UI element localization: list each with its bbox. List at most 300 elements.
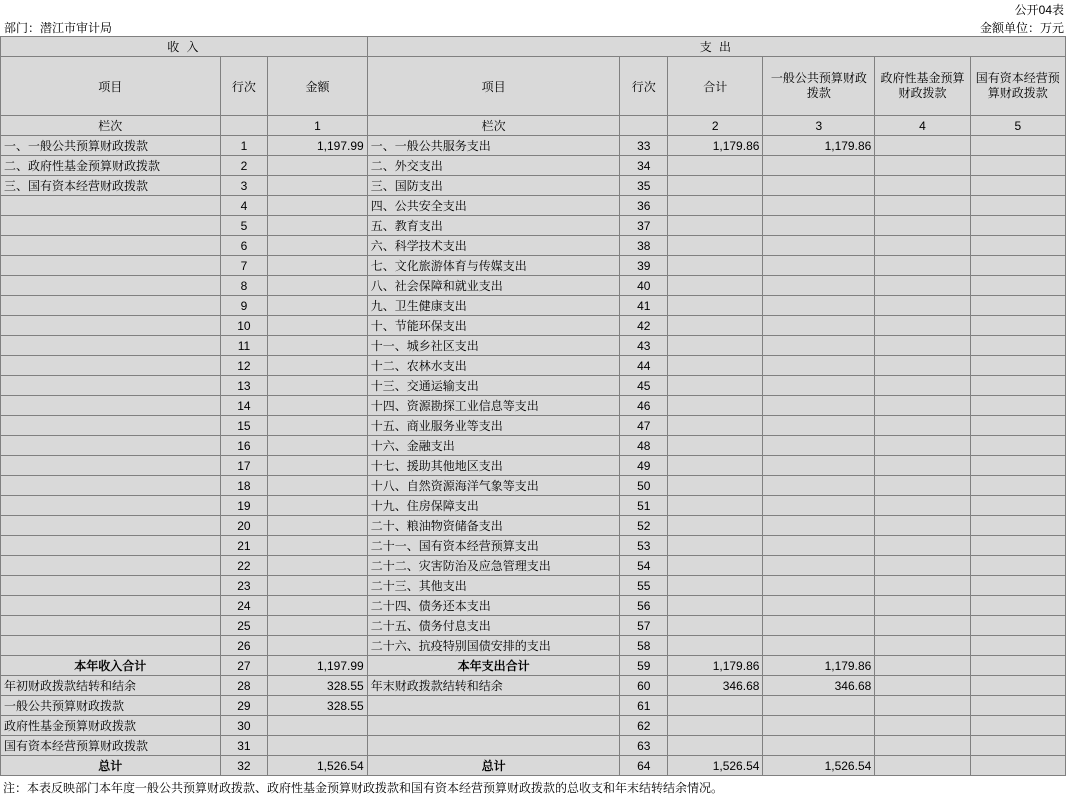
expense-total [668, 396, 763, 416]
expense-state-capital [970, 196, 1065, 216]
table-row [1, 256, 1066, 276]
expense-total [668, 156, 763, 176]
table-row [1, 336, 1066, 356]
table-row [1, 596, 1066, 616]
expense-row-number: 38 [620, 236, 668, 256]
expense-row-number: 62 [620, 716, 668, 736]
expense-state-capital [970, 256, 1065, 276]
expense-item-name: 五、教育支出 [367, 216, 620, 236]
income-item-name: 政府性基金预算财政拨款 [1, 716, 221, 736]
income-row-number: 24 [220, 596, 268, 616]
expense-gov-fund [875, 236, 970, 256]
expense-row-number: 41 [620, 296, 668, 316]
expense-row-number: 51 [620, 496, 668, 516]
income-item-name [1, 516, 221, 536]
header-income-rowno: 行次 [220, 57, 268, 116]
expense-total [668, 216, 763, 236]
expense-state-capital [970, 616, 1065, 636]
expense-general-public [763, 536, 875, 556]
expense-general-public: 1,179.86 [763, 136, 875, 156]
income-row-number: 7 [220, 256, 268, 276]
department-label: 部门：潜江市审计局 [4, 21, 113, 35]
income-item-name [1, 476, 221, 496]
expense-state-capital [970, 656, 1065, 676]
expense-colno-2: 2 [668, 116, 763, 136]
table-row [1, 676, 1066, 696]
income-row-number: 22 [220, 556, 268, 576]
income-amount [268, 296, 367, 316]
expense-gov-fund [875, 396, 970, 416]
income-amount [268, 496, 367, 516]
expense-item-name: 二十二、灾害防治及应急管理支出 [367, 556, 620, 576]
expense-general-public [763, 696, 875, 716]
expense-colno-3: 3 [763, 116, 875, 136]
expense-total [668, 556, 763, 576]
expense-item-name: 七、文化旅游体育与传媒支出 [367, 256, 620, 276]
expense-state-capital [970, 456, 1065, 476]
expense-row-number: 52 [620, 516, 668, 536]
header-income-amount: 金额 [268, 57, 367, 116]
income-row-number: 21 [220, 536, 268, 556]
expense-item-name: 十九、住房保障支出 [367, 496, 620, 516]
income-item-name: 国有资本经营预算财政拨款 [1, 736, 221, 756]
income-item-name: 二、政府性基金预算财政拨款 [1, 156, 221, 176]
expense-general-public [763, 336, 875, 356]
expense-gov-fund [875, 736, 970, 756]
expense-total [668, 336, 763, 356]
expense-general-public [763, 716, 875, 736]
table-row [1, 196, 1066, 216]
expense-row-number: 39 [620, 256, 668, 276]
income-amount [268, 256, 367, 276]
income-row-number: 20 [220, 516, 268, 536]
income-row-number: 4 [220, 196, 268, 216]
income-amount [268, 376, 367, 396]
expense-state-capital [970, 376, 1065, 396]
expense-item-name: 十七、援助其他地区支出 [367, 456, 620, 476]
expense-general-public [763, 316, 875, 336]
income-row-number: 5 [220, 216, 268, 236]
expense-state-capital [970, 596, 1065, 616]
expense-gov-fund [875, 296, 970, 316]
expense-colno-5: 5 [970, 116, 1065, 136]
expense-gov-fund [875, 276, 970, 296]
income-row-number: 29 [220, 696, 268, 716]
expense-state-capital [970, 636, 1065, 656]
income-amount [268, 576, 367, 596]
expense-row-number: 48 [620, 436, 668, 456]
expense-state-capital [970, 736, 1065, 756]
income-amount [268, 196, 367, 216]
income-amount [268, 636, 367, 656]
expense-item-name: 八、社会保障和就业支出 [367, 276, 620, 296]
income-amount [268, 716, 367, 736]
expense-state-capital [970, 276, 1065, 296]
expense-gov-fund [875, 756, 970, 776]
expense-state-capital [970, 496, 1065, 516]
expense-gov-fund [875, 136, 970, 156]
income-amount [268, 556, 367, 576]
table-row [1, 616, 1066, 636]
table-row [1, 696, 1066, 716]
expense-item-name: 二十四、债务还本支出 [367, 596, 620, 616]
table-row [1, 416, 1066, 436]
expense-total [668, 296, 763, 316]
expense-total [668, 716, 763, 736]
expense-total: 346.68 [668, 676, 763, 696]
expense-total [668, 436, 763, 456]
expense-item-name: 二十六、抗疫特别国债安排的支出 [367, 636, 620, 656]
income-row-number: 2 [220, 156, 268, 176]
table-note: 注：本表反映部门本年度一般公共预算财政拨款、政府性基金预算财政拨款和国有资本经营预算财政拨款的总收支和年末结转结余情况。 [3, 781, 724, 795]
expense-row-number: 54 [620, 556, 668, 576]
income-row-number: 30 [220, 716, 268, 736]
column-number-row [1, 116, 1066, 136]
table-row [1, 236, 1066, 256]
income-amount [268, 396, 367, 416]
expense-total [668, 616, 763, 636]
expense-row-number: 44 [620, 356, 668, 376]
expense-general-public [763, 476, 875, 496]
expense-row-number: 61 [620, 696, 668, 716]
expense-general-public [763, 396, 875, 416]
table-row [1, 276, 1066, 296]
header-expense-item: 项目 [367, 57, 620, 116]
income-amount [268, 436, 367, 456]
expense-item-name: 本年支出合计 [367, 656, 620, 676]
income-item-name [1, 596, 221, 616]
income-item-name: 本年收入合计 [1, 656, 221, 676]
income-amount: 328.55 [268, 696, 367, 716]
income-row-number: 11 [220, 336, 268, 356]
expense-gov-fund [875, 516, 970, 536]
amount-unit-label: 金额单位：万元 [979, 21, 1064, 35]
form-code: 公开04表 [1014, 3, 1064, 17]
expense-gov-fund [875, 256, 970, 276]
expense-state-capital [970, 296, 1065, 316]
income-row-number: 32 [220, 756, 268, 776]
expense-row-number: 40 [620, 276, 668, 296]
income-amount [268, 516, 367, 536]
expense-row-number: 35 [620, 176, 668, 196]
expense-gov-fund [875, 356, 970, 376]
expense-row-number: 57 [620, 616, 668, 636]
expense-state-capital [970, 136, 1065, 156]
expense-general-public [763, 376, 875, 396]
expense-colno-4: 4 [875, 116, 970, 136]
expense-general-public [763, 616, 875, 636]
expense-state-capital [970, 536, 1065, 556]
income-row-number: 10 [220, 316, 268, 336]
expense-row-number: 43 [620, 336, 668, 356]
expense-general-public [763, 596, 875, 616]
expense-colno-label: 栏次 [367, 116, 620, 136]
expense-total: 1,179.86 [668, 136, 763, 156]
expense-item-name: 十八、自然资源海洋气象等支出 [367, 476, 620, 496]
income-amount [268, 316, 367, 336]
expense-row-number: 45 [620, 376, 668, 396]
income-item-name: 总计 [1, 756, 221, 776]
income-item-name [1, 236, 221, 256]
expense-general-public [763, 256, 875, 276]
expense-item-name: 六、科学技术支出 [367, 236, 620, 256]
expense-row-number: 56 [620, 596, 668, 616]
expense-general-public: 1,526.54 [763, 756, 875, 776]
income-colno-blank [220, 116, 268, 136]
expense-state-capital [970, 696, 1065, 716]
expense-gov-fund [875, 336, 970, 356]
expense-item-name: 十六、金融支出 [367, 436, 620, 456]
expense-state-capital [970, 676, 1065, 696]
table-row [1, 396, 1066, 416]
income-row-number: 19 [220, 496, 268, 516]
expense-gov-fund [875, 376, 970, 396]
expense-gov-fund [875, 436, 970, 456]
table-row [1, 356, 1066, 376]
income-amount [268, 176, 367, 196]
table-row [1, 736, 1066, 756]
expense-row-number: 50 [620, 476, 668, 496]
expense-total [668, 196, 763, 216]
expense-item-name: 十五、商业服务业等支出 [367, 416, 620, 436]
income-item-name [1, 436, 221, 456]
table-row [1, 316, 1066, 336]
expense-general-public [763, 556, 875, 576]
income-amount: 328.55 [268, 676, 367, 696]
department-row [0, 18, 1066, 36]
expense-state-capital [970, 176, 1065, 196]
table-body [1, 37, 1066, 776]
expense-item-name: 年末财政拨款结转和结余 [367, 676, 620, 696]
income-item-name [1, 496, 221, 516]
expense-item-name: 四、公共安全支出 [367, 196, 620, 216]
expense-general-public [763, 576, 875, 596]
expense-item-name: 总计 [367, 756, 620, 776]
income-item-name [1, 336, 221, 356]
income-amount [268, 596, 367, 616]
expense-gov-fund [875, 536, 970, 556]
expense-general-public [763, 456, 875, 476]
income-row-number: 16 [220, 436, 268, 456]
expense-item-name: 十二、农林水支出 [367, 356, 620, 376]
expense-state-capital [970, 476, 1065, 496]
expense-state-capital [970, 756, 1065, 776]
income-item-name [1, 576, 221, 596]
expense-total [668, 696, 763, 716]
income-amount [268, 236, 367, 256]
income-row-number: 17 [220, 456, 268, 476]
table-row [1, 436, 1066, 456]
expense-row-number: 46 [620, 396, 668, 416]
income-amount [268, 736, 367, 756]
income-item-name [1, 556, 221, 576]
income-item-name [1, 636, 221, 656]
expense-row-number: 47 [620, 416, 668, 436]
income-amount: 1,526.54 [268, 756, 367, 776]
header-gov-fund-budget: 政府性基金预算财政拨款 [875, 57, 970, 116]
income-row-number: 13 [220, 376, 268, 396]
income-item-name: 三、国有资本经营财政拨款 [1, 176, 221, 196]
expense-general-public [763, 496, 875, 516]
expense-item-name: 十、节能环保支出 [367, 316, 620, 336]
expense-total [668, 256, 763, 276]
income-amount [268, 356, 367, 376]
expense-row-number: 53 [620, 536, 668, 556]
expense-general-public [763, 236, 875, 256]
income-row-number: 8 [220, 276, 268, 296]
expense-gov-fund [875, 616, 970, 636]
expense-item-name: 二十一、国有资本经营预算支出 [367, 536, 620, 556]
expense-total [668, 516, 763, 536]
expense-item-name: 二十、粮油物资储备支出 [367, 516, 620, 536]
expense-gov-fund [875, 656, 970, 676]
expense-total [668, 356, 763, 376]
expense-general-public [763, 176, 875, 196]
expense-total [668, 276, 763, 296]
expense-state-capital [970, 436, 1065, 456]
expense-item-name: 十三、交通运输支出 [367, 376, 620, 396]
expense-gov-fund [875, 556, 970, 576]
expense-total [668, 496, 763, 516]
expense-total [668, 176, 763, 196]
expense-total [668, 456, 763, 476]
expense-gov-fund [875, 216, 970, 236]
expense-item-name: 九、卫生健康支出 [367, 296, 620, 316]
income-item-name [1, 256, 221, 276]
expense-row-number: 55 [620, 576, 668, 596]
expense-total [668, 536, 763, 556]
expense-general-public [763, 196, 875, 216]
table-row [1, 296, 1066, 316]
expense-state-capital [970, 556, 1065, 576]
expense-state-capital [970, 516, 1065, 536]
income-amount [268, 476, 367, 496]
income-item-name [1, 536, 221, 556]
expense-gov-fund [875, 416, 970, 436]
table-row [1, 176, 1066, 196]
income-group-header: 收 入 [1, 37, 368, 57]
expense-total [668, 736, 763, 756]
header-general-public-budget: 一般公共预算财政拨款 [763, 57, 875, 116]
income-row-number: 31 [220, 736, 268, 756]
expense-total: 1,526.54 [668, 756, 763, 776]
income-item-name [1, 416, 221, 436]
expense-gov-fund [875, 676, 970, 696]
table-row [1, 476, 1066, 496]
expense-general-public [763, 216, 875, 236]
expense-state-capital [970, 716, 1065, 736]
expense-general-public: 346.68 [763, 676, 875, 696]
header-expense-total: 合计 [668, 57, 763, 116]
expense-gov-fund [875, 496, 970, 516]
expense-item-name [367, 736, 620, 756]
expense-general-public: 1,179.86 [763, 656, 875, 676]
income-row-number: 15 [220, 416, 268, 436]
table-row [1, 136, 1066, 156]
income-item-name [1, 356, 221, 376]
expense-item-name: 十一、城乡社区支出 [367, 336, 620, 356]
expense-row-number: 36 [620, 196, 668, 216]
header-expense-rowno: 行次 [620, 57, 668, 116]
expense-row-number: 63 [620, 736, 668, 756]
expense-item-name: 二十三、其他支出 [367, 576, 620, 596]
expense-gov-fund [875, 576, 970, 596]
fiscal-appropriation-table [0, 36, 1066, 776]
expense-item-name: 十四、资源勘探工业信息等支出 [367, 396, 620, 416]
expense-general-public [763, 356, 875, 376]
expense-item-name: 二、外交支出 [367, 156, 620, 176]
expense-row-number: 49 [620, 456, 668, 476]
expense-gov-fund [875, 176, 970, 196]
expense-state-capital [970, 416, 1065, 436]
header-state-capital-budget: 国有资本经营预算财政拨款 [970, 57, 1065, 116]
income-row-number: 27 [220, 656, 268, 676]
income-row-number: 18 [220, 476, 268, 496]
expense-gov-fund [875, 596, 970, 616]
expense-general-public [763, 416, 875, 436]
income-amount [268, 336, 367, 356]
expense-general-public [763, 436, 875, 456]
table-row [1, 576, 1066, 596]
income-row-number: 3 [220, 176, 268, 196]
income-item-name [1, 616, 221, 636]
table-row [1, 376, 1066, 396]
income-item-name [1, 216, 221, 236]
expense-state-capital [970, 396, 1065, 416]
table-row [1, 156, 1066, 176]
expense-colno-blank [620, 116, 668, 136]
income-row-number: 25 [220, 616, 268, 636]
income-item-name [1, 396, 221, 416]
expense-state-capital [970, 236, 1065, 256]
expense-row-number: 58 [620, 636, 668, 656]
expense-state-capital [970, 356, 1065, 376]
expense-row-number: 37 [620, 216, 668, 236]
expense-gov-fund [875, 716, 970, 736]
table-row [1, 556, 1066, 576]
form-code-area [1015, 2, 1064, 18]
expense-row-number: 33 [620, 136, 668, 156]
expense-general-public [763, 156, 875, 176]
income-item-name: 年初财政拨款结转和结余 [1, 676, 221, 696]
income-item-name [1, 316, 221, 336]
expense-general-public [763, 636, 875, 656]
expense-total [668, 416, 763, 436]
income-row-number: 26 [220, 636, 268, 656]
income-amount: 1,197.99 [268, 656, 367, 676]
expense-item-name [367, 716, 620, 736]
column-header-row [1, 57, 1066, 116]
income-row-number: 23 [220, 576, 268, 596]
expense-item-name: 二十五、债务付息支出 [367, 616, 620, 636]
income-amount [268, 416, 367, 436]
income-row-number: 9 [220, 296, 268, 316]
income-row-number: 28 [220, 676, 268, 696]
header-income-item: 项目 [1, 57, 221, 116]
expense-item-name: 三、国防支出 [367, 176, 620, 196]
income-row-number: 14 [220, 396, 268, 416]
income-item-name [1, 296, 221, 316]
income-amount [268, 156, 367, 176]
table-row [1, 716, 1066, 736]
income-item-name [1, 276, 221, 296]
table-row [1, 516, 1066, 536]
income-colno-1: 1 [268, 116, 367, 136]
expense-row-number: 59 [620, 656, 668, 676]
income-row-number: 12 [220, 356, 268, 376]
expense-total [668, 636, 763, 656]
income-row-number: 1 [220, 136, 268, 156]
